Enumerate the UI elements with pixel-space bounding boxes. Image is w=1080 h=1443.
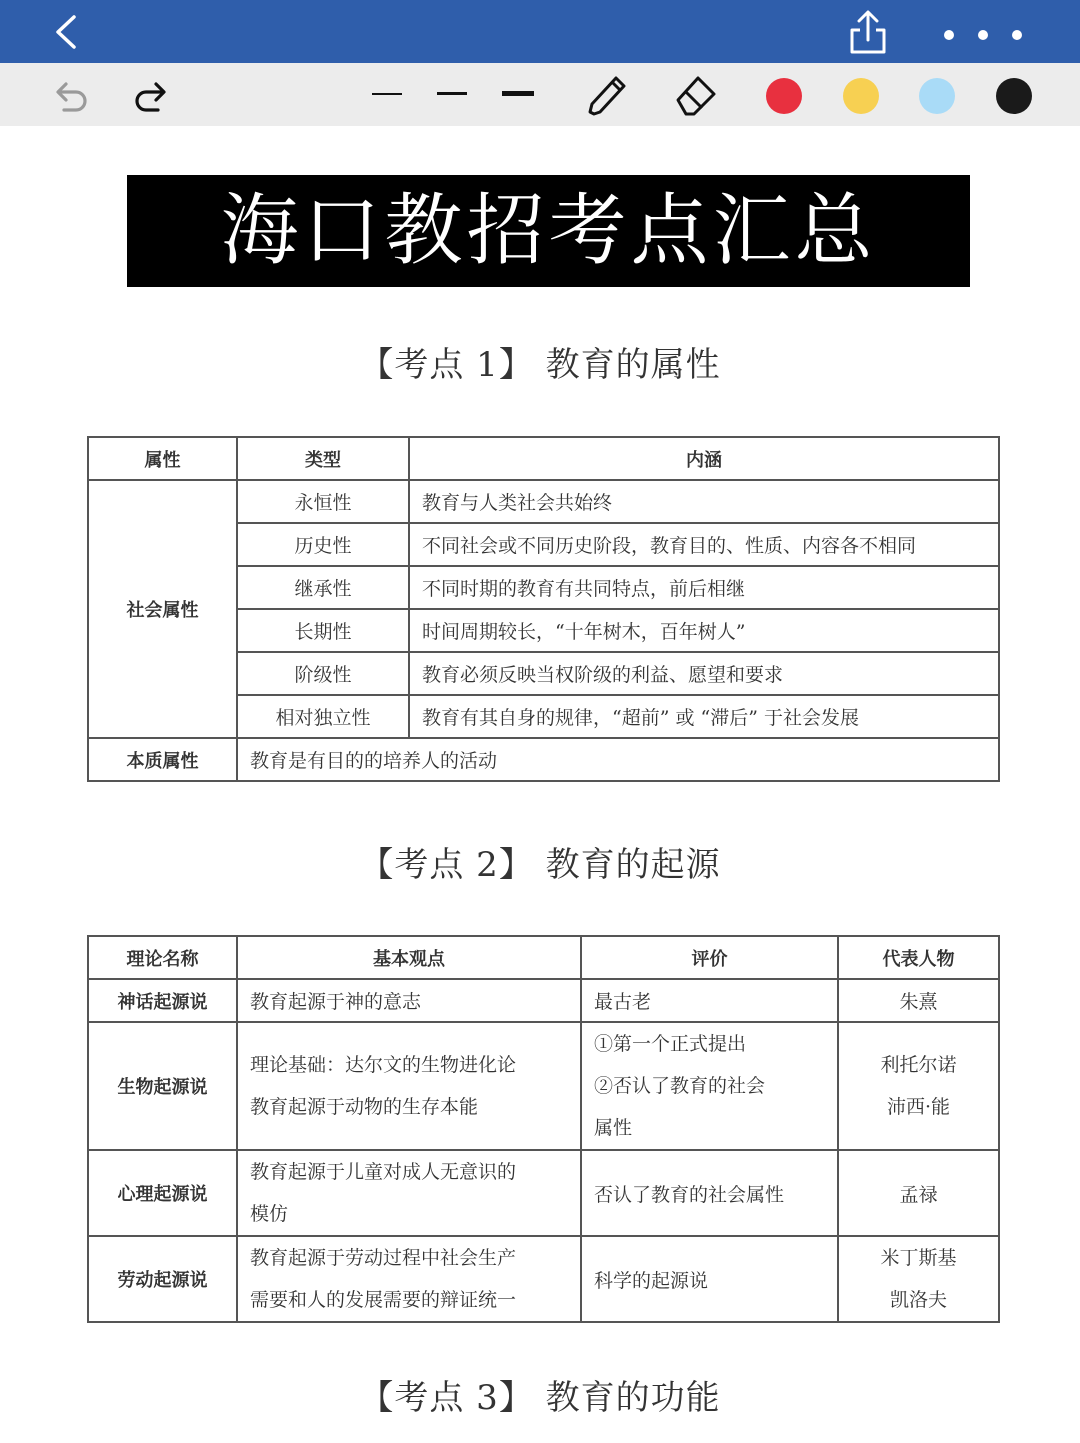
pen-tool-button[interactable]: [586, 72, 630, 122]
group-label: 本质属性: [88, 738, 237, 781]
undo-button[interactable]: [52, 78, 90, 118]
view-line: 教育起源于儿童对成人无意识的: [250, 1161, 517, 1183]
people-cell: [838, 1236, 999, 1322]
header-cell: 基本观点: [237, 936, 581, 979]
redo-icon: [132, 78, 170, 114]
type-cell: 阶级性: [237, 652, 409, 695]
line-medium-icon: [437, 92, 467, 95]
theory-name-cell: 劳动起源说: [88, 1236, 237, 1322]
type-cell: 长期性: [237, 609, 409, 652]
type-cell: 继承性: [237, 566, 409, 609]
back-button[interactable]: [50, 14, 86, 50]
section-heading-3: 【考点 3】 教育的功能: [359, 1378, 721, 1418]
type-cell: 相对独立性: [237, 695, 409, 738]
undo-icon: [52, 78, 90, 114]
top-app-bar: [0, 0, 1080, 63]
eval-cell: 否认了教育的社会属性: [581, 1150, 838, 1236]
meaning-cell: 教育与人类社会共始终: [409, 480, 999, 523]
pencil-icon: [586, 72, 630, 118]
people-line: 利托尔诺: [880, 1054, 957, 1076]
table-row: [88, 1150, 999, 1236]
people-cell: 孟禄: [838, 1150, 999, 1236]
table-row: [88, 1236, 999, 1322]
line-thick-icon: [502, 91, 534, 96]
color-black-swatch[interactable]: [996, 78, 1032, 114]
table-row: [88, 480, 999, 523]
table-row: [88, 1022, 999, 1150]
line-thin-icon: [372, 93, 402, 95]
origins-table: [87, 935, 1000, 1323]
eraser-icon: [672, 72, 718, 118]
people-line: 沛西·能: [886, 1096, 951, 1118]
view-line: 需要和人的发展需要的辩证统一: [250, 1289, 517, 1311]
header-cell: 内涵: [409, 437, 999, 480]
view-cell: [237, 1150, 581, 1236]
eval-line: ①第一个正式提出: [594, 1033, 747, 1055]
meaning-cell: 不同时期的教育有共同特点，前后相继: [409, 566, 999, 609]
type-cell: 永恒性: [237, 480, 409, 523]
theory-name-cell: 生物起源说: [88, 1022, 237, 1150]
view-line: 教育起源于动物的生存本能: [250, 1096, 479, 1118]
share-icon: [848, 10, 888, 54]
share-button[interactable]: [848, 10, 888, 54]
table-header-row: [88, 936, 999, 979]
table-row: [88, 738, 999, 781]
header-cell: 代表人物: [838, 936, 999, 979]
line-medium-button[interactable]: [437, 91, 469, 97]
color-red-swatch[interactable]: [766, 78, 802, 114]
eval-cell: 最古老: [581, 979, 838, 1022]
meaning-cell: 时间周期较长，“十年树木，百年树人”: [409, 609, 999, 652]
header-cell: 评价: [581, 936, 838, 979]
header-cell: 属性: [88, 437, 237, 480]
section-heading-1: 【考点 1】 教育的属性: [359, 345, 721, 385]
meaning-cell: 教育有其自身的规律，“超前” 或 “滞后” 于社会发展: [409, 695, 999, 738]
section-heading-2: 【考点 2】 教育的起源: [359, 845, 721, 885]
table-row: [88, 979, 999, 1022]
more-options-button[interactable]: [938, 22, 1028, 46]
view-cell: [237, 1022, 581, 1150]
group-label: 社会属性: [88, 480, 237, 738]
eval-cell: 科学的起源说: [581, 1236, 838, 1322]
view-line: 教育起源于劳动过程中社会生产: [250, 1247, 517, 1269]
view-cell: [237, 1236, 581, 1322]
eval-line: 属性: [594, 1117, 633, 1139]
theory-name-cell: 心理起源说: [88, 1150, 237, 1236]
attributes-table: [87, 436, 1000, 782]
table-header-row: [88, 437, 999, 480]
color-lightblue-swatch[interactable]: [919, 78, 955, 114]
people-line: 凯洛夫: [889, 1289, 947, 1311]
eval-line: ②否认了教育的社会: [594, 1075, 766, 1097]
view-line: 模仿: [250, 1203, 289, 1225]
people-cell: [838, 1022, 999, 1150]
view-cell: 教育起源于神的意志: [237, 979, 581, 1022]
essence-cell: 教育是有目的的培养人的活动: [237, 738, 999, 781]
meaning-cell: 教育必须反映当权阶级的利益、愿望和要求: [409, 652, 999, 695]
redo-button[interactable]: [132, 78, 170, 118]
line-thin-button[interactable]: [372, 92, 404, 96]
view-line: 理论基础：达尔文的生物进化论: [250, 1054, 517, 1076]
eraser-tool-button[interactable]: [672, 72, 718, 122]
chevron-left-icon: [50, 14, 86, 50]
line-thick-button[interactable]: [502, 90, 536, 98]
meaning-cell: 不同社会或不同历史阶段，教育目的、性质、内容各不相同: [409, 523, 999, 566]
color-yellow-swatch[interactable]: [843, 78, 879, 114]
people-cell: 朱熹: [838, 979, 999, 1022]
header-cell: 类型: [237, 437, 409, 480]
people-line: 米丁斯基: [880, 1247, 957, 1269]
document-title: 海口教招考点汇总: [127, 175, 970, 287]
theory-name-cell: 神话起源说: [88, 979, 237, 1022]
eval-cell: [581, 1022, 838, 1150]
header-cell: 理论名称: [88, 936, 237, 979]
type-cell: 历史性: [237, 523, 409, 566]
more-dots-icon: [938, 22, 1028, 46]
